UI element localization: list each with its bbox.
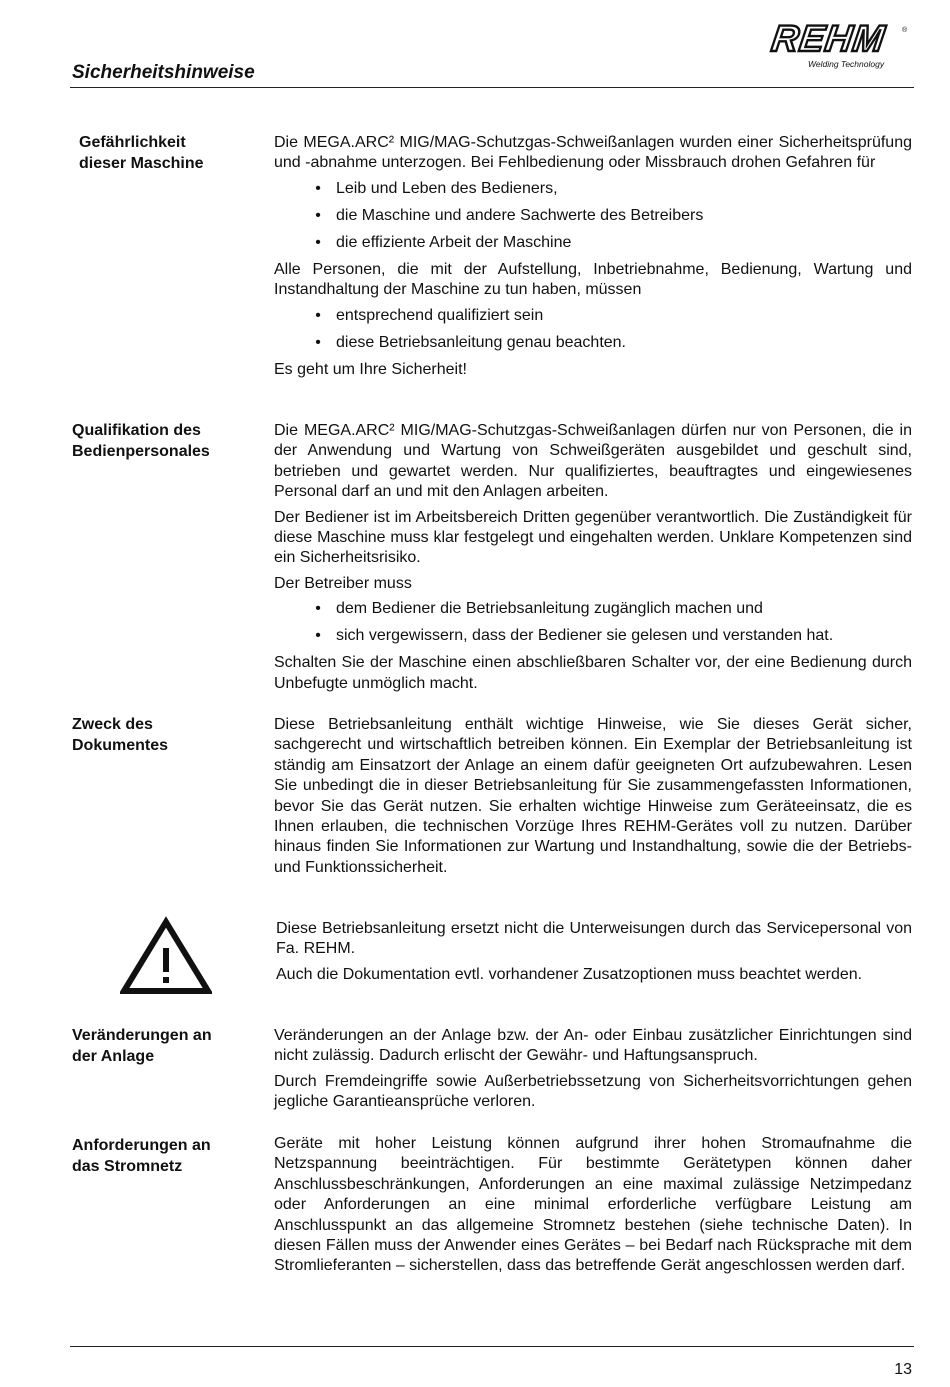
bullet-icon: • xyxy=(315,233,321,251)
paragraph: Die MEGA.ARC² MIG/MAG-Schutzgas-Schweißanlagen dürfen nur von Personen, die in der Anwendung und Wartung von Schweißgeräten ausgebildet und geschult sind, betrieben und gewartet werden. Nur qualifiziertes, beauftragtes und eingewiesenes Personal darf an und mit den Anlagen arbeiten. xyxy=(274,422,912,501)
logo-subtitle: Welding Technology xyxy=(808,59,885,69)
paragraph: Alle Personen, die mit der Aufstellung, Inbetriebnahme, Bedienung, Wartung und Instandhaltung der Maschine zu tun haben, müssen xyxy=(274,260,912,299)
section-label-gefaehrlichkeit xyxy=(79,133,269,174)
bullet-icon: • xyxy=(315,333,321,351)
section-label-zweck xyxy=(72,715,262,756)
list-item xyxy=(274,206,912,226)
paragraph: Der Betreiber muss xyxy=(274,574,412,592)
list-item xyxy=(274,599,912,619)
paragraph: Die MEGA.ARC² MIG/MAG-Schutzgas-Schweißanlagen wurden einer Sicherheitsprüfung und -abnahme unterzogen. Bei Fehlbedienung oder Missbrauch drohen Gefahren für xyxy=(274,134,912,172)
list-item-text: die Maschine und andere Sachwerte des Betreibers xyxy=(336,206,704,224)
label-line: Qualifikation des xyxy=(72,422,201,439)
list-item-text: diese Betriebsanleitung genau beachten. xyxy=(336,333,626,351)
section-label-stromnetz xyxy=(72,1136,262,1177)
label-line: Bedienpersonales xyxy=(72,442,210,460)
rehm-logo xyxy=(762,18,912,72)
paragraph: Diese Betriebsanleitung ersetzt nicht die Unterweisungen durch das Servicepersonal von Fa. REHM. xyxy=(276,920,912,958)
paragraph: Auch die Dokumentation evtl. vorhandener Zusatzoptionen muss beachtet werden. xyxy=(276,965,863,983)
bullet-icon: • xyxy=(315,306,321,324)
label-line: Dokumentes xyxy=(72,736,169,754)
section-content-stromnetz xyxy=(274,1134,912,1282)
section-content-qualifikation xyxy=(274,421,912,699)
label-line: der Anlage xyxy=(72,1047,155,1065)
section-content-zweck xyxy=(274,715,912,883)
list-item-text: sich vergewissern, dass der Bediener sie gelesen und verstanden hat. xyxy=(336,627,834,645)
logo-registered: ® xyxy=(902,27,908,34)
paragraph: Es geht um Ihre Sicherheit! xyxy=(274,360,467,378)
header-divider xyxy=(70,87,914,88)
label-line: Gefährlichkeit xyxy=(79,134,186,151)
bullet-list xyxy=(274,179,912,253)
page-number: 13 xyxy=(894,1361,912,1378)
paragraph: Diese Betriebsanleitung enthält wichtige Hinweise, wie Sie dieses Gerät sicher, sachgerecht und wirtschaftlich betreiben können. Ein Exemplar der Betriebsanleitung ist ständig am Einsatzort der Anlage an einem dafür geeigneten Ort aufzubewahren. Lesen Sie unbedingt die in dieser Betriebsanleitung für Sie zusammengefassten Informationen, bevor Sie das Gerät nutzen. Sie erhalten wichtige Hinweise zum Geräteeinsatz, die es Ihnen erlauben, die technischen Vorzüge Ihres REHM-Gerätes voll zu nutzen. Darüber hinaus finden Sie Informationen zur Wartung und Instandhaltung, sowie die der Betriebs- und Funktionssicherheit. xyxy=(274,716,912,876)
section-content-gefaehrlichkeit xyxy=(274,133,912,385)
paragraph: Der Bediener ist im Arbeitsbereich Dritten gegenüber verantwortlich. Die Zuständigkeit für diese Maschine muss klar festgelegt und eingehalten werden. Unklare Kompetenzen sind ein Sicherheitsrisiko. xyxy=(274,508,912,567)
list-item-text: die effiziente Arbeit der Maschine xyxy=(336,233,572,251)
list-item xyxy=(274,333,912,353)
label-line: das Stromnetz xyxy=(72,1157,183,1175)
page-header-title: Sicherheitshinweise xyxy=(72,62,255,83)
list-item xyxy=(274,306,912,326)
paragraph: Veränderungen an der Anlage bzw. der An- oder Einbau zusätzlicher Einrichtungen sind nicht zulässig. Dadurch erlischt der Gewähr- und Haftungsanspruch. xyxy=(274,1027,912,1065)
list-item-text: entsprechend qualifiziert sein xyxy=(336,306,544,324)
list-item-text: Leib und Leben des Bedieners, xyxy=(336,179,558,197)
section-label-qualifikation xyxy=(72,421,262,462)
list-item-text: dem Bediener die Betriebsanleitung zugänglich machen und xyxy=(336,600,763,618)
list-item xyxy=(274,179,912,199)
bullet-icon: • xyxy=(315,600,321,618)
list-item xyxy=(274,233,912,253)
bullet-icon: • xyxy=(315,206,321,224)
label-line: Veränderungen an xyxy=(72,1027,212,1044)
paragraph: Durch Fremdeingriffe sowie Außerbetriebssetzung von Sicherheitsvorrichtungen gehen jegliche Garantieansprüche verloren. xyxy=(274,1072,912,1111)
label-line: Anforderungen an xyxy=(72,1137,211,1154)
logo-brand: REHM xyxy=(769,18,888,59)
section-label-veraenderungen xyxy=(72,1026,262,1067)
warning-triangle-icon xyxy=(120,916,212,996)
list-item xyxy=(274,626,912,646)
section-content-veraenderungen xyxy=(274,1026,912,1118)
bullet-icon: • xyxy=(315,179,321,197)
label-line: Zweck des xyxy=(72,716,153,733)
section-content-warning xyxy=(276,919,912,990)
bullet-icon: • xyxy=(315,627,321,645)
label-line: dieser Maschine xyxy=(79,154,204,172)
bullet-list xyxy=(274,306,912,353)
footer-divider xyxy=(70,1346,914,1347)
bullet-list xyxy=(274,599,912,646)
paragraph: Schalten Sie der Maschine einen abschließbaren Schalter vor, der eine Bedienung durch Unbefugte unmöglich macht. xyxy=(274,654,912,692)
paragraph: Geräte mit hoher Leistung können aufgrund ihrer hohen Stromaufnahme die Netzspannung beeinträchtigen. Für bestimmte Gerätetypen können daher Anschlussbeschränkungen, Anforderungen an eine maximal zulässige Netzimpedanz oder Anforderungen an eine minimal erforderliche verfügbare Leistung am Anschlusspunkt an das allgemeine Stromnetz bestehen (siehe technische Daten). In diesen Fällen muss der Anwender eines Gerätes – bei Bedarf nach Rücksprache mit dem Stromlieferanten – sicherstellen, dass das betreffende Gerät angeschlossen werden darf. xyxy=(274,1135,912,1275)
